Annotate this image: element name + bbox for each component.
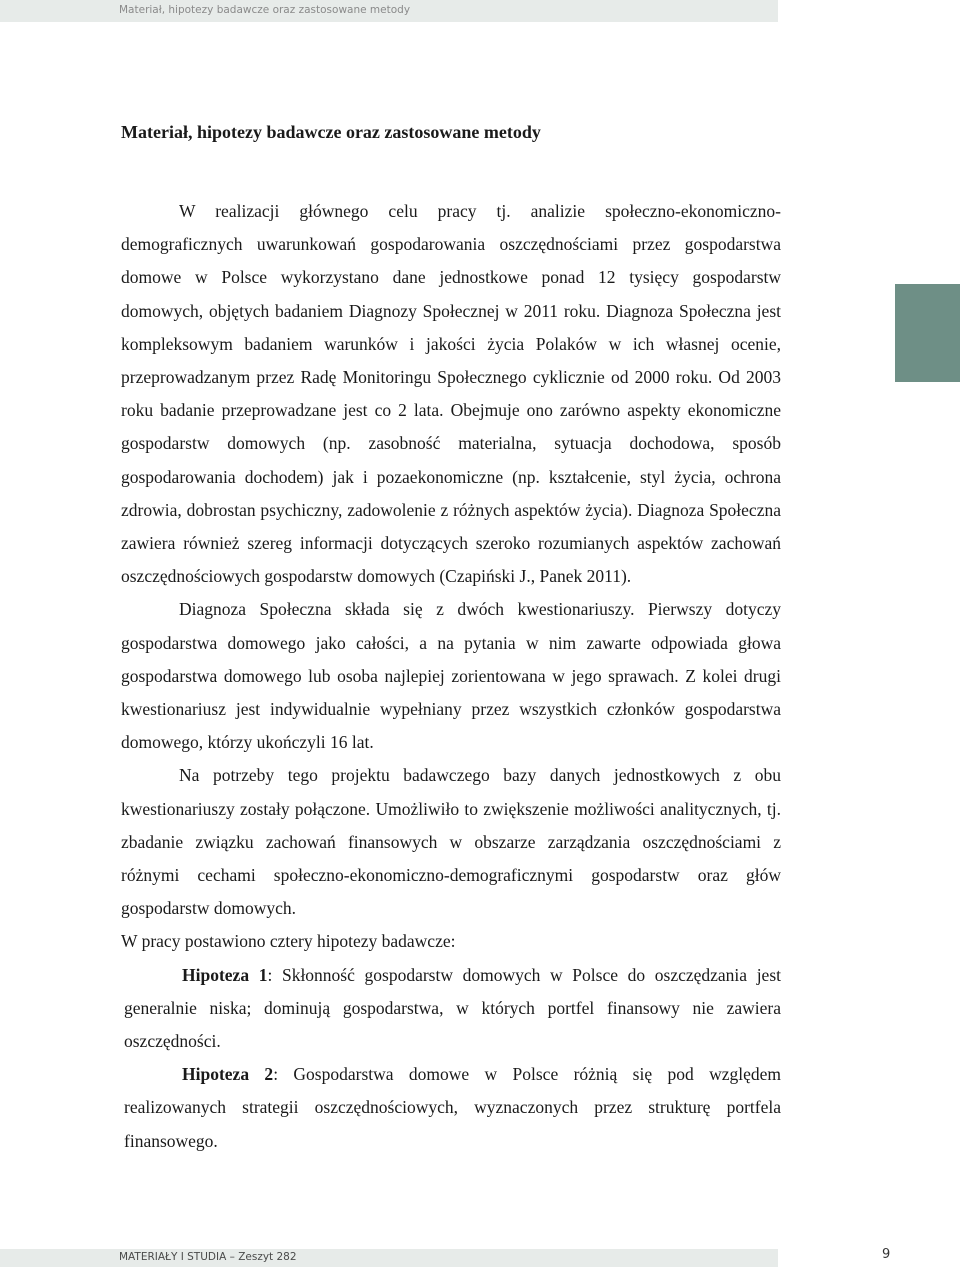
hypothesis-2 xyxy=(121,1058,781,1158)
hypothesis-label: Hipoteza 2 xyxy=(182,1064,274,1085)
paragraph-2: Diagnoza Społeczna składa się z dwóch kwestionariuszy. Pierwszy dotyczy gospodarstwa domowego jako całości, a na pytania w nim zawarte odpowiada głowa gospodarstwa domowego lub osoba najlepiej zorientowana w jego sprawach. Z kolei drugi kwestionariusz jest indywidualnie wypełniany przez wszystkich członków gospodarstwa domowego, którzy ukończyli 16 lat. xyxy=(121,599,781,753)
hypothesis-1 xyxy=(121,959,781,1059)
paragraph-1: W realizacji głównego celu pracy tj. analizie społeczno-ekonomiczno-demograficznych uwarunkowań gospodarowania oszczędnościami przez gospodarstwa domowe w Polsce wykorzystano dane jednostkowe ponad 12 tysięcy gospodarstw domowych, objętych badaniem Diagnozy Społecznej w 2011 roku. Diagnoza Społeczna jest kompleksowym badaniem warunków i jakości życia Polaków w ich własnej ocenie, przeprowadzanym przez Radę Monitoringu Społecznego cyklicznie od 2000 roku. Od 2003 roku badanie przeprowadzane jest co 2 lata. Obejmuje ono zarówno aspekty ekonomiczne gospodarstw domowych (np. zasobność materialna, sytuacja dochodowa, sposób gospodarowania dochodem) jak i pozaekonomiczne (np. kształcenie, styl życia, ochrona zdrowia, dobrostan psychiczny, zadowolenie z różnych aspektów życia). Diagnoza Społeczna zawiera również szereg informacji dotyczących szeroko rozumianych aspektów zachowań oszczędnościowych gospodarstw domowych (Czapiński J., Panek 2011). xyxy=(121,201,781,587)
section-title: Materiał, hipotezy badawcze oraz zastosowane metody xyxy=(121,122,541,142)
side-tab-marker xyxy=(895,284,960,382)
footer-series: MATERIAŁY I STUDIA – Zeszyt 282 xyxy=(119,1251,297,1263)
hypotheses-intro: W pracy postawiono cztery hipotezy badawcze: xyxy=(121,931,456,952)
body-text xyxy=(121,195,781,1158)
page-number: 9 xyxy=(882,1247,891,1262)
hypothesis-label: Hipoteza 1 xyxy=(182,964,268,985)
running-header: Materiał, hipotezy badawcze oraz zastosowane metody xyxy=(119,4,411,16)
footer-bar xyxy=(0,1249,778,1267)
hypothesis-text: : Gospodarstwa domowe w Polsce różnią się pod względem realizowanych strategii oszczędnościowych, wyznaczonych przez strukturę portfela finansowego. xyxy=(124,1064,781,1151)
hypothesis-text: : Skłonność gospodarstw domowych w Polsce do oszczędzania jest generalnie niska; dominują gospodarstwa, w których portfel finansowy nie zawiera oszczędności. xyxy=(124,964,781,1052)
paragraph-3: Na potrzeby tego projektu badawczego bazy danych jednostkowych z obu kwestionariuszy zostały połączone. Umożliwiło to zwiększenie możliwości analitycznych, tj. zbadanie związku zachowań finansowych w obszarze zarządzania oszczędnościami z różnymi cechami społeczno-ekonomiczno-demograficznymi gospodarstw oraz głów gospodarstw domowych. xyxy=(121,765,781,919)
